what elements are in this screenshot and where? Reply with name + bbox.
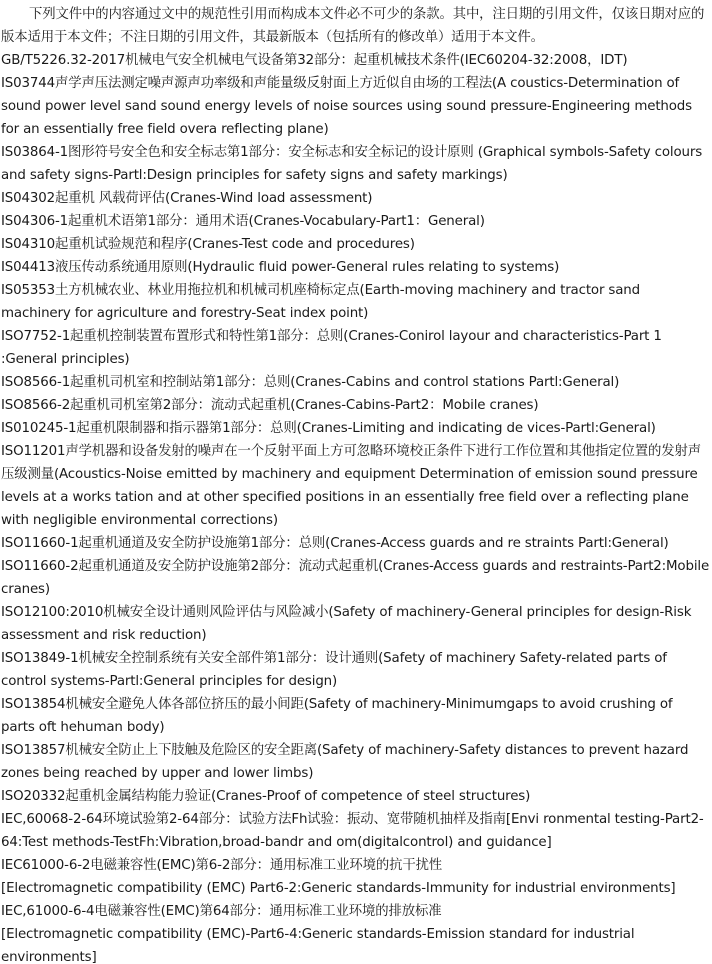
reference-iso20332: ISO20332起重机金属结构能力验证(Cranes-Proof of competence of steel structures) [1, 789, 531, 804]
reference-iso11201: ISO11201声学机器和设备发射的噪声在一个反射平面上方可忽略环境校正条件下进行工作位置和其他指定位置的发射声压级测量(Acoustics-Noise emitted by machinery and equipment Determination of emission sound pressure levels at a works tation and at other specified positions in an essentially free field over a reflecting plane with negligible environmental corrections) [1, 444, 701, 528]
reference-iso13857: ISO13857机械安全防止上下肢触及危险区的安全距离(Safety of machinery-Safety distances to prevent hazard zones being reached by upper and lower limbs) [1, 743, 689, 781]
reference-iso11660-1: ISO11660-1起重机通道及安全防护设施第1部分：总则(Cranes-Access guards and re straints Partl:General) [1, 536, 669, 551]
reference-iso5353: IS05353土方机械农业、林业用拖拉机和机械司机座椅标定点(Earth-moving machinery and tractor sand machinery for agriculture and forestry-Seat index point) [1, 283, 640, 321]
reference-iec61000-6-4: IEC,61000-6-4电磁兼容性(EMC)第64部分：通用标准工业环境的排放标准 [1, 904, 442, 919]
reference-iso4306-1: IS04306-1起重机术语第1部分：通用术语(Cranes-Vocabulary-Part1：General) [1, 214, 485, 229]
reference-iso4413: IS04413液压传动系统通用原则(Hydraulic fluid power-General rules relating to systems) [1, 260, 560, 275]
reference-iso3864-1: IS03864-1图形符号安全色和安全标志第1部分：安全标志和安全标记的设计原则 (Graphical symbols-Safety colours and safety signs-Partl:Design principles for safety signs and safety markings) [1, 145, 703, 183]
reference-iso13854: ISO13854机械安全避免人体各部位挤压的最小间距(Safety of machinery-Minimumgaps to avoid crushing of parts oft hehuman body) [1, 697, 673, 735]
reference-iec60068-2-64: IEC,60068-2-64环境试验第2-64部分：试验方法Fh试验：振动、宽带随机抽样及指南[Envi ronmental testing-Part2-64:Test methods-TestFh:Vibration,broad-bandr and om(digitalcontrol) and guidance] [1, 812, 704, 850]
intro-paragraph: 下列文件中的内容通过文中的规范性引用而构成本文件必不可少的条款。其中，注日期的引用文件，仅该日期对应的版本适用于本文件；不注日期的引用文件，其最新版本（包括所有的修改单）适用于本文件。 [1, 7, 705, 45]
reference-iso11660-2: ISO11660-2起重机通道及安全防护设施第2部分：流动式起重机(Cranes-Access guards and restraints-Part2:Mobile cranes) [1, 559, 710, 597]
reference-iso8566-1: ISO8566-1起重机司机室和控制站第1部分：总则(Cranes-Cabins and control stations Partl:General) [1, 375, 620, 390]
reference-iso7752-1: ISO7752-1起重机控制装置布置形式和特性第1部分：总则(Cranes-Conirol layour and characteristics-Part 1 :General principles) [1, 329, 662, 367]
reference-gb-t5226-32: GB/T5226.32-2017机械电气安全机械电气设备第32部分：起重机械技术条件(IEC60204-32:2008，IDT) [1, 53, 628, 68]
reference-iec61000-6-2-english: [Electromagnetic compatibility (EMC) Part6-2:Generic standards-Immunity for industrial environments] [1, 881, 676, 896]
reference-iso13849-1: ISO13849-1机械安全控制系统有关安全部件第1部分：设计通则(Safety of machinery Safety-related parts of control systems-Partl:General principles for design) [1, 651, 667, 689]
reference-iso4310: IS04310起重机试验规范和程序(Cranes-Test code and procedures) [1, 237, 415, 252]
reference-iso8566-2: ISO8566-2起重机司机室第2部分：流动式起重机(Cranes-Cabins-Part2：Mobile cranes) [1, 398, 539, 413]
reference-iec61000-6-2: IEC61000-6-2电磁兼容性(EMC)第6-2部分：通用标准工业环境的抗干扰性 [1, 858, 443, 873]
reference-iso10245-1: IS010245-1起重机限制器和指示器第1部分：总则(Cranes-Limiting and indicating de vices-Partl:General) [1, 421, 656, 436]
reference-iso4302: IS04302起重机 风载荷评估(Cranes-Wind load assessment) [1, 191, 373, 206]
reference-iso3744: IS03744声学声压法测定噪声源声功率级和声能量级反射面上方近似自由场的工程法(A coustics-Determination of sound power level sand sound energy levels of noise sources using sound pressure-Engineering methods for an essentially free field overa reflecting plane) [1, 76, 692, 137]
reference-iso12100: ISO12100:2010机械安全设计通则风险评估与风险减小(Safety of machinery-General principles for design-Risk assessment and risk reduction) [1, 605, 692, 643]
reference-iec61000-6-4-english: [Electromagnetic compatibility (EMC)-Part6-4:Generic standards-Emission standard for industrial environments] [1, 927, 635, 964]
